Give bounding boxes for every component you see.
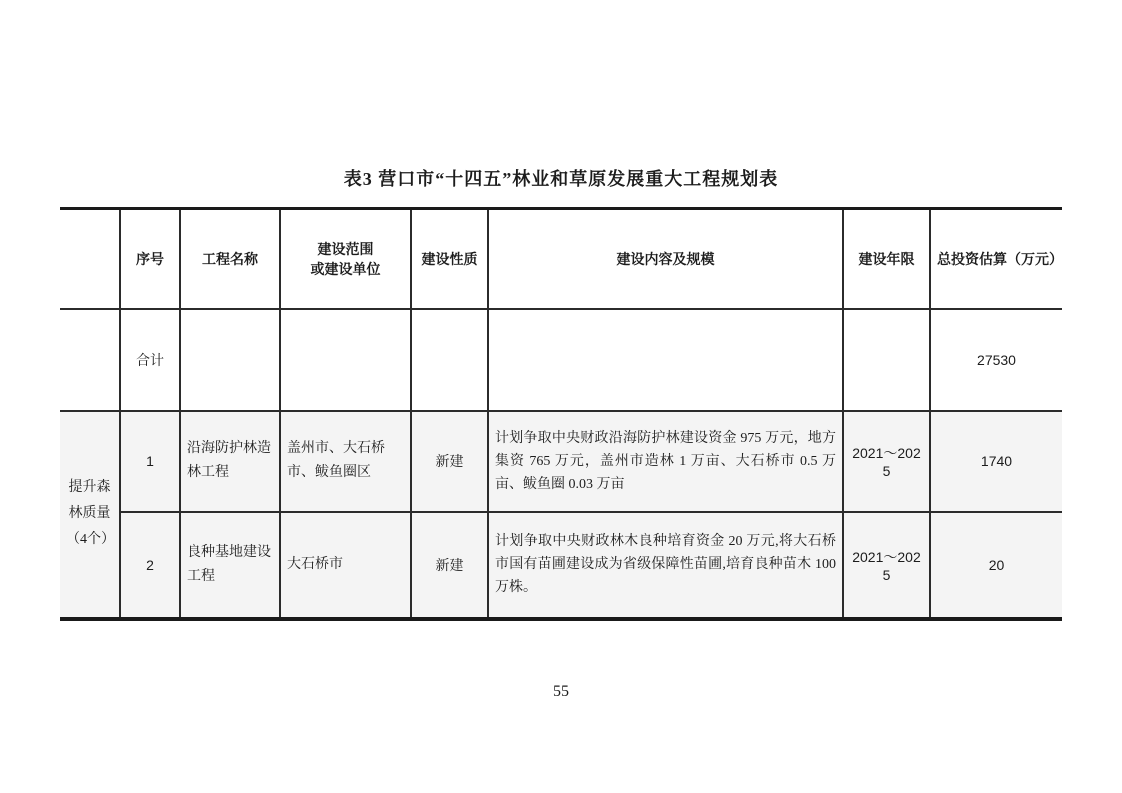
row1-years: 2021～2025 (843, 411, 930, 512)
total-cell-years-empty (843, 309, 930, 411)
row1-project-name: 沿海防护林造林工程 (180, 411, 280, 512)
total-label: 合计 (120, 309, 180, 411)
row2-scope: 大石桥市 (280, 512, 411, 619)
header-cell-group-empty (60, 209, 120, 309)
header-scope-line1: 建设范围 (317, 242, 374, 258)
row2-seq: 2 (120, 512, 180, 619)
row1-investment: 1740 (930, 411, 1062, 512)
total-cell-nature-empty (411, 309, 488, 411)
table-row (60, 512, 1062, 619)
header-cell-investment: 总投资估算（万元） (930, 209, 1062, 309)
header-cell-name: 工程名称 (180, 209, 280, 309)
row1-content: 计划争取中央财政沿海防护林建设资金 975 万元，地方集资 765 万元，盖州市造林 1 万亩、大石桥市 0.5 万亩、鲅鱼圈 0.03 万亩 (488, 411, 843, 512)
row2-years: 2021～2025 (843, 512, 930, 619)
planning-table (60, 207, 1062, 621)
total-cell-group-empty (60, 309, 120, 411)
total-row (60, 309, 1062, 411)
row1-nature: 新建 (411, 411, 488, 512)
header-cell-content: 建设内容及规模 (488, 209, 843, 309)
total-investment: 27530 (930, 309, 1062, 411)
row1-scope: 盖州市、大石桥市、鲅鱼圈区 (280, 411, 411, 512)
total-cell-scope-empty (280, 309, 411, 411)
header-cell-scope (280, 209, 411, 309)
row2-content: 计划争取中央财政林木良种培育资金 20 万元,将大石桥市国有苗圃建设成为省级保障性苗圃,培育良种苗木 100 万株。 (488, 512, 843, 619)
header-scope-line2: 或建设单位 (310, 262, 381, 278)
row2-nature: 新建 (411, 512, 488, 619)
header-row (60, 209, 1062, 309)
total-cell-name-empty (180, 309, 280, 411)
header-cell-years: 建设年限 (843, 209, 930, 309)
row2-project-name: 良种基地建设工程 (180, 512, 280, 619)
row1-seq: 1 (120, 411, 180, 512)
table-row (60, 411, 1062, 512)
group-label-cell: 提升森林质量（4个） (60, 411, 120, 619)
header-cell-seq: 序号 (120, 209, 180, 309)
page-number: 55 (553, 683, 569, 700)
header-cell-nature: 建设性质 (411, 209, 488, 309)
row2-investment: 20 (930, 512, 1062, 619)
total-cell-content-empty (488, 309, 843, 411)
table-title: 表3 营口市“十四五”林业和草原发展重大工程规划表 (343, 169, 779, 189)
